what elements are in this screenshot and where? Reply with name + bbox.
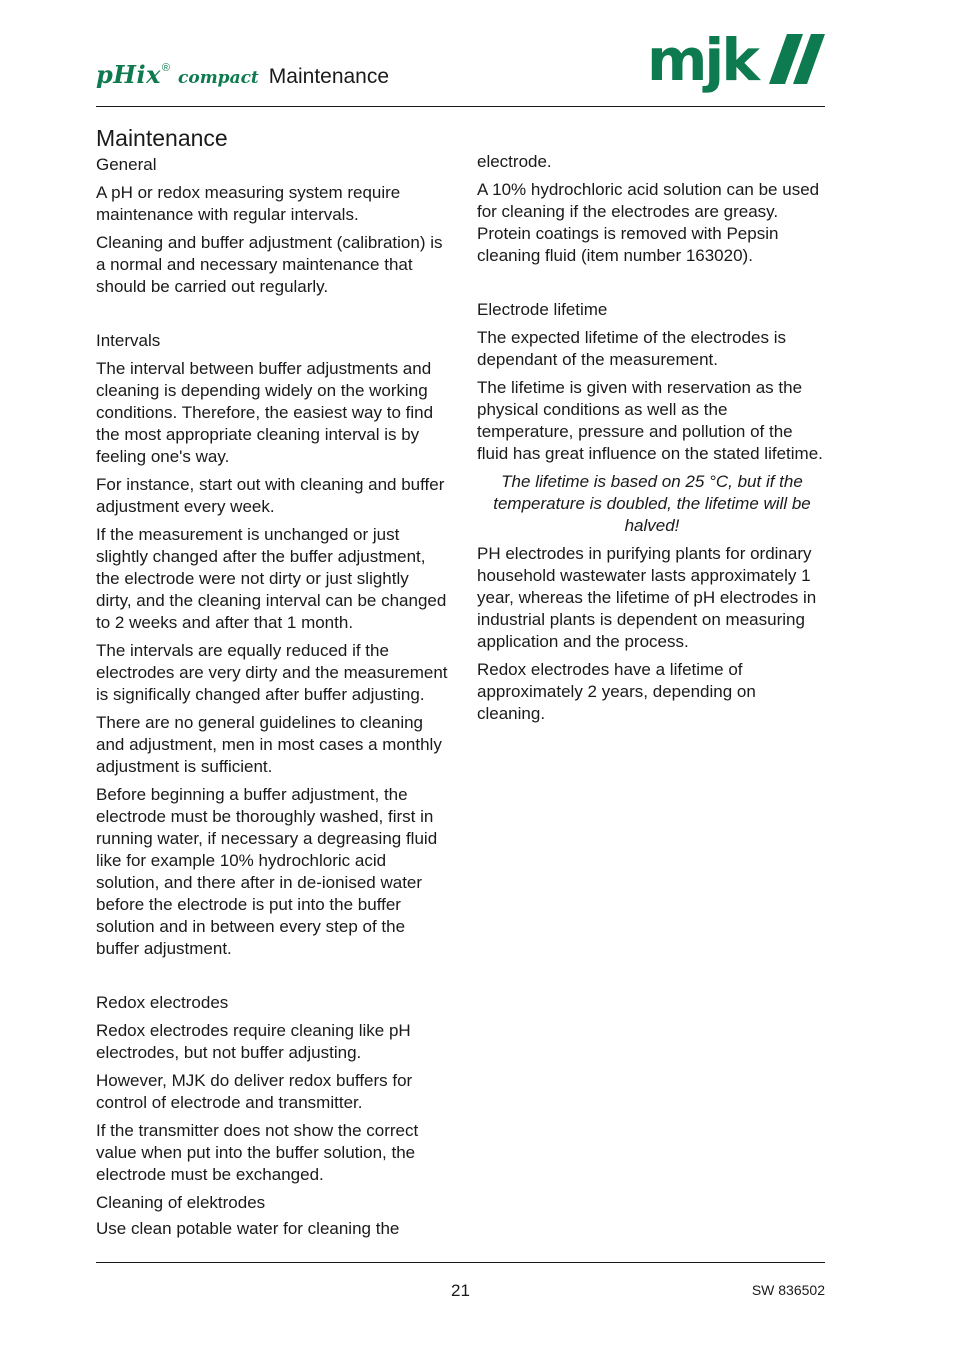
product-brand <box>96 60 389 89</box>
general-heading: General <box>96 155 157 174</box>
right-column <box>477 151 827 731</box>
paragraph: The expected lifetime of the electrodes is dependant of the measurement. <box>477 328 786 369</box>
svg-text:mjk: mjk <box>647 30 757 94</box>
paragraph: The interval between buffer adjustments and cleaning is depending widely on the working conditions. Therefore, the easiest way to find the most appropriate cleaning interval is by feeling one's way. <box>96 359 434 466</box>
paragraph: The intervals are equally reduced if the electrodes are very dirty and the measurement is significally changed after buffer adjusting. <box>96 641 448 704</box>
paragraph: Use clean potable water for cleaning the <box>96 1219 400 1238</box>
redox-heading: Redox electrodes <box>96 993 229 1012</box>
paragraph: Redox electrodes have a lifetime of approximately 2 years, depending on cleaning. <box>477 660 756 723</box>
paragraph: For instance, start out with cleaning and buffer adjustment every week. <box>96 475 445 516</box>
brand-compact: compact <box>178 68 259 88</box>
page-number: 21 <box>451 1281 470 1300</box>
paragraph: electrode. <box>477 152 552 171</box>
paragraph: Redox electrodes require cleaning like pH electrodes, but not buffer adjusting. <box>96 1021 411 1062</box>
paragraph: If the transmitter does not show the correct value when put into the buffer solution, the electrode must be exchanged. <box>96 1121 419 1184</box>
paragraph: Cleaning and buffer adjustment (calibration) is a normal and necessary maintenance that should be carried out regularly. <box>96 233 443 296</box>
paragraph: There are no general guidelines to cleaning and adjustment, men in most cases a monthly adjustment is sufficient. <box>96 713 442 776</box>
paragraph: If the measurement is unchanged or just slightly changed after the buffer adjustment, the electrode were not dirty or just slightly dirty, and the cleaning interval can be changed to 2 weeks and after that 1 month. <box>96 525 447 632</box>
intervals-heading: Intervals <box>96 331 161 350</box>
mjk-logo <box>647 30 825 102</box>
cleaning-heading: Cleaning of elektrodes <box>96 1193 266 1212</box>
paragraph: Before beginning a buffer adjustment, the electrode must be thoroughly washed, first in running water, if necessary a degreasing fluid like for example 10% hydrochloric acid solution, and there after in de-ionised water before the electrode is put into the buffer solution and in between every step of the buffer adjustment. <box>96 785 438 958</box>
registered-mark: ® <box>161 62 170 74</box>
lifetime-note: The lifetime is based on 25 °C, but if the temperature is doubled, the lifetime will be halved! <box>493 472 811 535</box>
paragraph: However, MJK do deliver redox buffers for control of electrode and transmitter. <box>96 1071 413 1112</box>
section-title: Maintenance <box>96 125 228 151</box>
page-footer <box>96 1262 825 1300</box>
page-header <box>96 30 825 107</box>
paragraph: PH electrodes in purifying plants for ordinary household wastewater lasts approximately 1 year, whereas the lifetime of pH electrodes in industrial plants is dependent on measuring application and the process. <box>477 544 817 651</box>
paragraph: The lifetime is given with reservation as the physical conditions as well as the temperature, pressure and pollution of the fluid has great influence on the stated lifetime. <box>477 378 823 463</box>
lifetime-heading: Electrode lifetime <box>477 300 608 319</box>
brand-phix: pHix <box>96 60 161 89</box>
left-column <box>96 124 448 1246</box>
paragraph: A pH or redox measuring system require maintenance with regular intervals. <box>96 183 401 224</box>
document-number: SW 836502 <box>751 1282 825 1298</box>
paragraph: A 10% hydrochloric acid solution can be used for cleaning if the electrodes are greasy. Protein coatings is removed with Pepsin cleaning fluid (item number 163020). <box>477 180 820 265</box>
header-title: Maintenance <box>268 65 390 88</box>
